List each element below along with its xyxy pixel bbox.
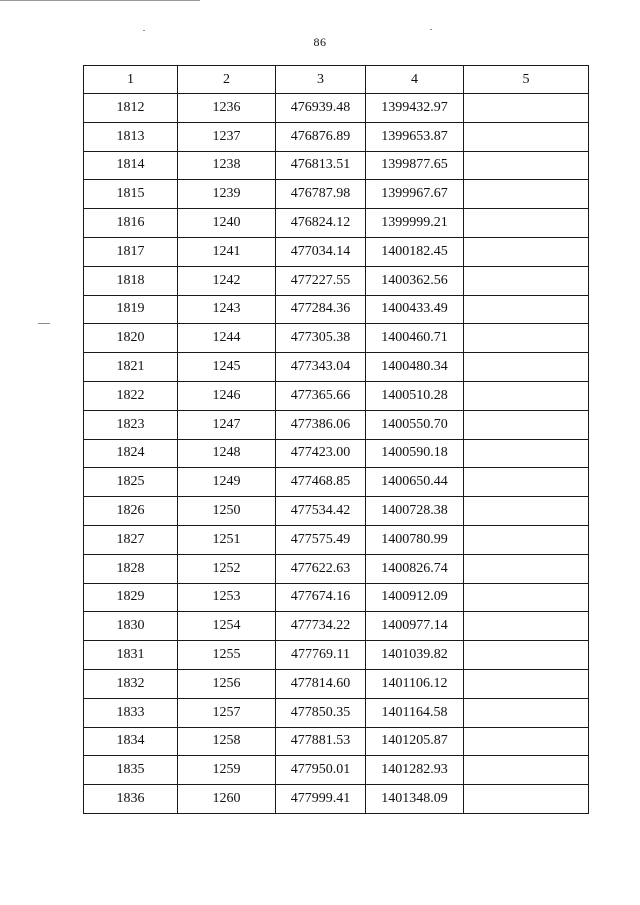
x-coordinate-cell: 477999.41 bbox=[276, 785, 366, 814]
point-number-cell: 1830 bbox=[84, 612, 178, 641]
table-header bbox=[84, 66, 589, 94]
point-number-cell: 1820 bbox=[84, 324, 178, 353]
table-row bbox=[84, 353, 589, 382]
note-cell bbox=[464, 209, 589, 238]
x-coordinate-cell: 477034.14 bbox=[276, 237, 366, 266]
index-cell: 1256 bbox=[178, 669, 276, 698]
x-coordinate-cell: 477674.16 bbox=[276, 583, 366, 612]
y-coordinate-cell: 1400433.49 bbox=[366, 295, 464, 324]
index-cell: 1255 bbox=[178, 641, 276, 670]
table-row bbox=[84, 122, 589, 151]
x-coordinate-cell: 477814.60 bbox=[276, 669, 366, 698]
column-header-5: 5 bbox=[464, 66, 589, 94]
y-coordinate-cell: 1399877.65 bbox=[366, 151, 464, 180]
x-coordinate-cell: 477386.06 bbox=[276, 410, 366, 439]
x-coordinate-cell: 477950.01 bbox=[276, 756, 366, 785]
point-number-cell: 1813 bbox=[84, 122, 178, 151]
index-cell: 1241 bbox=[178, 237, 276, 266]
index-cell: 1252 bbox=[178, 554, 276, 583]
table-row bbox=[84, 785, 589, 814]
table-row bbox=[84, 756, 589, 785]
index-cell: 1242 bbox=[178, 266, 276, 295]
x-coordinate-cell: 476787.98 bbox=[276, 180, 366, 209]
index-cell: 1258 bbox=[178, 727, 276, 756]
index-cell: 1238 bbox=[178, 151, 276, 180]
x-coordinate-cell: 477343.04 bbox=[276, 353, 366, 382]
note-cell bbox=[464, 785, 589, 814]
point-number-cell: 1817 bbox=[84, 237, 178, 266]
note-cell bbox=[464, 641, 589, 670]
table-row bbox=[84, 237, 589, 266]
note-cell bbox=[464, 410, 589, 439]
note-cell bbox=[464, 295, 589, 324]
point-number-cell: 1824 bbox=[84, 439, 178, 468]
y-coordinate-cell: 1399999.21 bbox=[366, 209, 464, 238]
note-cell bbox=[464, 583, 589, 612]
y-coordinate-cell: 1400780.99 bbox=[366, 525, 464, 554]
point-number-cell: 1833 bbox=[84, 698, 178, 727]
scan-artifact-line bbox=[0, 0, 200, 1]
x-coordinate-cell: 476939.48 bbox=[276, 94, 366, 123]
point-number-cell: 1818 bbox=[84, 266, 178, 295]
note-cell bbox=[464, 237, 589, 266]
point-number-cell: 1826 bbox=[84, 497, 178, 526]
point-number-cell: 1835 bbox=[84, 756, 178, 785]
table-row bbox=[84, 669, 589, 698]
note-cell bbox=[464, 324, 589, 353]
index-cell: 1248 bbox=[178, 439, 276, 468]
point-number-cell: 1812 bbox=[84, 94, 178, 123]
column-header-2: 2 bbox=[178, 66, 276, 94]
table-row bbox=[84, 295, 589, 324]
index-cell: 1240 bbox=[178, 209, 276, 238]
note-cell bbox=[464, 669, 589, 698]
point-number-cell: 1822 bbox=[84, 381, 178, 410]
point-number-cell: 1832 bbox=[84, 669, 178, 698]
point-number-cell: 1836 bbox=[84, 785, 178, 814]
x-coordinate-cell: 477575.49 bbox=[276, 525, 366, 554]
table-row bbox=[84, 497, 589, 526]
note-cell bbox=[464, 756, 589, 785]
x-coordinate-cell: 477365.66 bbox=[276, 381, 366, 410]
index-cell: 1259 bbox=[178, 756, 276, 785]
point-number-cell: 1814 bbox=[84, 151, 178, 180]
y-coordinate-cell: 1400728.38 bbox=[366, 497, 464, 526]
table-row bbox=[84, 410, 589, 439]
y-coordinate-cell: 1401164.58 bbox=[366, 698, 464, 727]
x-coordinate-cell: 477769.11 bbox=[276, 641, 366, 670]
x-coordinate-cell: 477622.63 bbox=[276, 554, 366, 583]
table-row bbox=[84, 266, 589, 295]
point-number-cell: 1834 bbox=[84, 727, 178, 756]
note-cell bbox=[464, 439, 589, 468]
note-cell bbox=[464, 554, 589, 583]
y-coordinate-cell: 1400182.45 bbox=[366, 237, 464, 266]
y-coordinate-cell: 1401282.93 bbox=[366, 756, 464, 785]
y-coordinate-cell: 1400362.56 bbox=[366, 266, 464, 295]
table-row bbox=[84, 468, 589, 497]
index-cell: 1260 bbox=[178, 785, 276, 814]
column-header-4: 4 bbox=[366, 66, 464, 94]
x-coordinate-cell: 477881.53 bbox=[276, 727, 366, 756]
table-row bbox=[84, 641, 589, 670]
x-coordinate-cell: 476876.89 bbox=[276, 122, 366, 151]
y-coordinate-cell: 1401106.12 bbox=[366, 669, 464, 698]
table-row bbox=[84, 583, 589, 612]
y-coordinate-cell: 1401039.82 bbox=[366, 641, 464, 670]
table-row bbox=[84, 381, 589, 410]
point-number-cell: 1828 bbox=[84, 554, 178, 583]
note-cell bbox=[464, 353, 589, 382]
note-cell bbox=[464, 266, 589, 295]
scan-artifact-dot bbox=[430, 29, 432, 30]
x-coordinate-cell: 477305.38 bbox=[276, 324, 366, 353]
index-cell: 1245 bbox=[178, 353, 276, 382]
point-number-cell: 1827 bbox=[84, 525, 178, 554]
index-cell: 1243 bbox=[178, 295, 276, 324]
index-cell: 1253 bbox=[178, 583, 276, 612]
note-cell bbox=[464, 381, 589, 410]
index-cell: 1239 bbox=[178, 180, 276, 209]
table-row bbox=[84, 554, 589, 583]
point-number-cell: 1815 bbox=[84, 180, 178, 209]
x-coordinate-cell: 476813.51 bbox=[276, 151, 366, 180]
scan-artifact-dot bbox=[143, 30, 145, 31]
index-cell: 1246 bbox=[178, 381, 276, 410]
note-cell bbox=[464, 468, 589, 497]
page-number: 86 bbox=[313, 35, 327, 49]
point-number-cell: 1821 bbox=[84, 353, 178, 382]
note-cell bbox=[464, 727, 589, 756]
point-number-cell: 1829 bbox=[84, 583, 178, 612]
coordinates-table bbox=[83, 65, 589, 814]
table-row bbox=[84, 151, 589, 180]
point-number-cell: 1825 bbox=[84, 468, 178, 497]
index-cell: 1236 bbox=[178, 94, 276, 123]
y-coordinate-cell: 1399653.87 bbox=[366, 122, 464, 151]
y-coordinate-cell: 1400510.28 bbox=[366, 381, 464, 410]
index-cell: 1257 bbox=[178, 698, 276, 727]
y-coordinate-cell: 1401348.09 bbox=[366, 785, 464, 814]
point-number-cell: 1819 bbox=[84, 295, 178, 324]
note-cell bbox=[464, 180, 589, 209]
index-cell: 1244 bbox=[178, 324, 276, 353]
y-coordinate-cell: 1400650.44 bbox=[366, 468, 464, 497]
x-coordinate-cell: 477227.55 bbox=[276, 266, 366, 295]
point-number-cell: 1823 bbox=[84, 410, 178, 439]
y-coordinate-cell: 1400550.70 bbox=[366, 410, 464, 439]
y-coordinate-cell: 1400826.74 bbox=[366, 554, 464, 583]
x-coordinate-cell: 477850.35 bbox=[276, 698, 366, 727]
column-header-3: 3 bbox=[276, 66, 366, 94]
note-cell bbox=[464, 525, 589, 554]
table-row bbox=[84, 727, 589, 756]
index-cell: 1250 bbox=[178, 497, 276, 526]
table-row bbox=[84, 439, 589, 468]
index-cell: 1249 bbox=[178, 468, 276, 497]
index-cell: 1247 bbox=[178, 410, 276, 439]
y-coordinate-cell: 1400912.09 bbox=[366, 583, 464, 612]
x-coordinate-cell: 477423.00 bbox=[276, 439, 366, 468]
x-coordinate-cell: 476824.12 bbox=[276, 209, 366, 238]
table-row bbox=[84, 209, 589, 238]
column-header-1: 1 bbox=[84, 66, 178, 94]
index-cell: 1237 bbox=[178, 122, 276, 151]
x-coordinate-cell: 477468.85 bbox=[276, 468, 366, 497]
index-cell: 1251 bbox=[178, 525, 276, 554]
table-row bbox=[84, 94, 589, 123]
table-row bbox=[84, 324, 589, 353]
x-coordinate-cell: 477284.36 bbox=[276, 295, 366, 324]
note-cell bbox=[464, 122, 589, 151]
point-number-cell: 1816 bbox=[84, 209, 178, 238]
y-coordinate-cell: 1400480.34 bbox=[366, 353, 464, 382]
note-cell bbox=[464, 497, 589, 526]
x-coordinate-cell: 477734.22 bbox=[276, 612, 366, 641]
y-coordinate-cell: 1399432.97 bbox=[366, 94, 464, 123]
y-coordinate-cell: 1401205.87 bbox=[366, 727, 464, 756]
table-body bbox=[84, 94, 589, 814]
y-coordinate-cell: 1400590.18 bbox=[366, 439, 464, 468]
table-row bbox=[84, 180, 589, 209]
table-row bbox=[84, 698, 589, 727]
note-cell bbox=[464, 698, 589, 727]
note-cell bbox=[464, 94, 589, 123]
x-coordinate-cell: 477534.42 bbox=[276, 497, 366, 526]
y-coordinate-cell: 1399967.67 bbox=[366, 180, 464, 209]
y-coordinate-cell: 1400460.71 bbox=[366, 324, 464, 353]
index-cell: 1254 bbox=[178, 612, 276, 641]
y-coordinate-cell: 1400977.14 bbox=[366, 612, 464, 641]
header-row bbox=[84, 66, 589, 94]
point-number-cell: 1831 bbox=[84, 641, 178, 670]
scan-artifact-dot bbox=[38, 323, 50, 324]
note-cell bbox=[464, 151, 589, 180]
table-row bbox=[84, 612, 589, 641]
note-cell bbox=[464, 612, 589, 641]
table-row bbox=[84, 525, 589, 554]
